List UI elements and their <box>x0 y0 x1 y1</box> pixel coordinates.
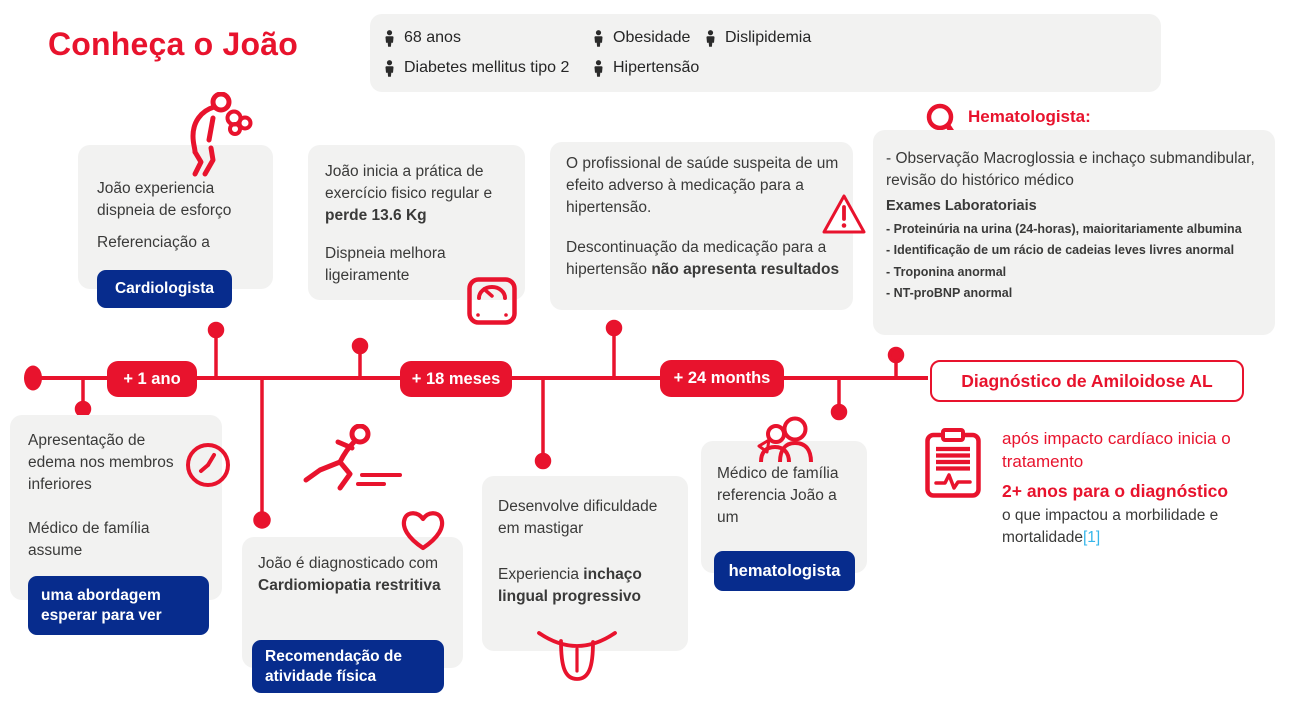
warning-icon <box>821 192 867 238</box>
mortality-note <box>1002 505 1244 549</box>
patient-info-label: Hipertensão <box>613 59 700 76</box>
person-icon <box>593 30 604 47</box>
patient-info-label: 68 anos <box>404 29 461 46</box>
diagnosis-label: Diagnóstico de Amiloidose AL <box>961 370 1213 391</box>
patient-info-age <box>384 29 461 47</box>
timeline-start-dot <box>24 366 42 391</box>
treatment-note: após impacto cardíaco inicia o tratamento <box>1002 429 1231 472</box>
card-medication-text2-bold: não apresenta resultados <box>651 261 840 278</box>
card-medication-text: O profissional de saúde suspeita de um efeito adverso à medicação para a hipertensão. <box>566 155 839 216</box>
card-referral-text: Médico de família referencia João a um <box>717 465 839 526</box>
card-exercise-text <box>325 161 521 227</box>
patient-info-obesity <box>593 29 690 47</box>
clipboard-ecg-icon <box>924 427 982 499</box>
patient-info-box <box>370 14 1161 92</box>
card-dyspnea-text2: Referenciação a <box>97 234 210 251</box>
reference-link[interactable]: [1] <box>1083 529 1101 546</box>
patient-info-diabetes <box>384 59 569 77</box>
physical-activity-button-label: Recomendação de atividade física <box>265 648 402 685</box>
patient-info-dyslipidemia <box>705 29 811 47</box>
person-icon <box>593 60 604 77</box>
card-exercise-text-regular: João inicia a prática de exercício fisico regular e <box>325 163 493 202</box>
weighing-scale-icon <box>467 277 517 325</box>
mortality-note-text: o que impactou a morbilidade e mortalidade <box>1002 507 1219 546</box>
lab-item: - Proteinúria na urina (24-horas), maioritariamente albumina <box>886 222 1242 236</box>
card-edema-text2: Médico de família assume <box>28 520 150 559</box>
card-chewing-text2-bold: inchaço lingual progressivo <box>498 566 642 605</box>
card-dyspnea-text: João experiencia dispneia de esforço <box>97 180 232 219</box>
labs-title: Exames Laboratoriais <box>886 198 1037 214</box>
cardiologist-button[interactable] <box>97 270 232 308</box>
heart-icon <box>398 507 448 553</box>
runner-icon <box>296 424 406 494</box>
wait-and-see-button[interactable] <box>28 576 209 635</box>
timeline-interval-2 <box>400 361 512 397</box>
cardiologist-button-label: Cardiologista <box>114 280 215 298</box>
hematologist-button-label: hematologista <box>728 561 841 580</box>
hematologist-title: Hematologista: <box>968 107 1091 126</box>
diagnosis-delay-note: 2+ anos para o diagnóstico <box>1002 481 1229 501</box>
timeline-interval-label: + 18 meses <box>411 369 501 388</box>
card-exercise-text-bold: perde 13.6 Kg <box>325 207 427 224</box>
timeline-interval-1 <box>107 361 197 397</box>
patient-info-hypertension <box>593 59 699 77</box>
lab-item: - Identificação de um rácio de cadeias leves livres anormal <box>886 243 1235 258</box>
lab-item: - NT-proBNP anormal <box>886 285 1013 300</box>
dyspnea-person-icon <box>183 92 255 178</box>
page-title: Conheça o João <box>48 26 298 62</box>
diagnosis-box <box>930 360 1244 402</box>
person-icon <box>384 30 395 47</box>
lab-item: - Troponina anormal <box>886 264 1007 279</box>
card-cardiomyopathy-text-regular: João é diagnosticado com <box>258 555 439 572</box>
card-cardiomyopathy-text-bold: Cardiomiopatia restritiva <box>258 577 441 594</box>
card-cardiomyopathy-text <box>258 553 450 597</box>
tongue-icon <box>536 629 618 687</box>
wait-and-see-button-label: uma abordagem esperar para ver <box>41 587 162 624</box>
timeline-interval-label: + 1 ano <box>123 369 181 388</box>
physical-activity-button[interactable] <box>252 640 444 693</box>
hematologist-observation: - Observação Macroglossia e inchaço submandibular, revisão do histórico médico <box>886 150 1255 189</box>
card-chewing-text: Desenvolve dificuldade em mastigar <box>498 498 658 537</box>
person-icon <box>705 30 716 47</box>
card-medication-text2 <box>566 237 848 281</box>
card-chewing-text2-regular: Experiencia <box>498 566 584 583</box>
labs-list <box>886 221 1268 306</box>
hematologist-button[interactable] <box>714 551 855 591</box>
card-exercise-text2: Dispneia melhora ligeiramente <box>325 245 446 284</box>
patient-info-label: Obesidade <box>613 29 691 46</box>
timeline-interval-3 <box>660 360 784 397</box>
patient-info-label: Dislipidemia <box>725 29 812 46</box>
card-chewing-text2 <box>498 564 680 608</box>
clock-icon <box>184 441 232 489</box>
card-medication-text2-regular: Descontinuação da medicação para a hipertensão <box>566 239 827 278</box>
timeline-interval-label: + 24 months <box>673 369 771 387</box>
doctor-patient-icon <box>752 416 818 468</box>
patient-info-label: Diabetes mellitus tipo 2 <box>404 59 570 76</box>
card-edema-text: Apresentação de edema nos membros inferiores <box>28 432 174 493</box>
person-icon <box>384 60 395 77</box>
